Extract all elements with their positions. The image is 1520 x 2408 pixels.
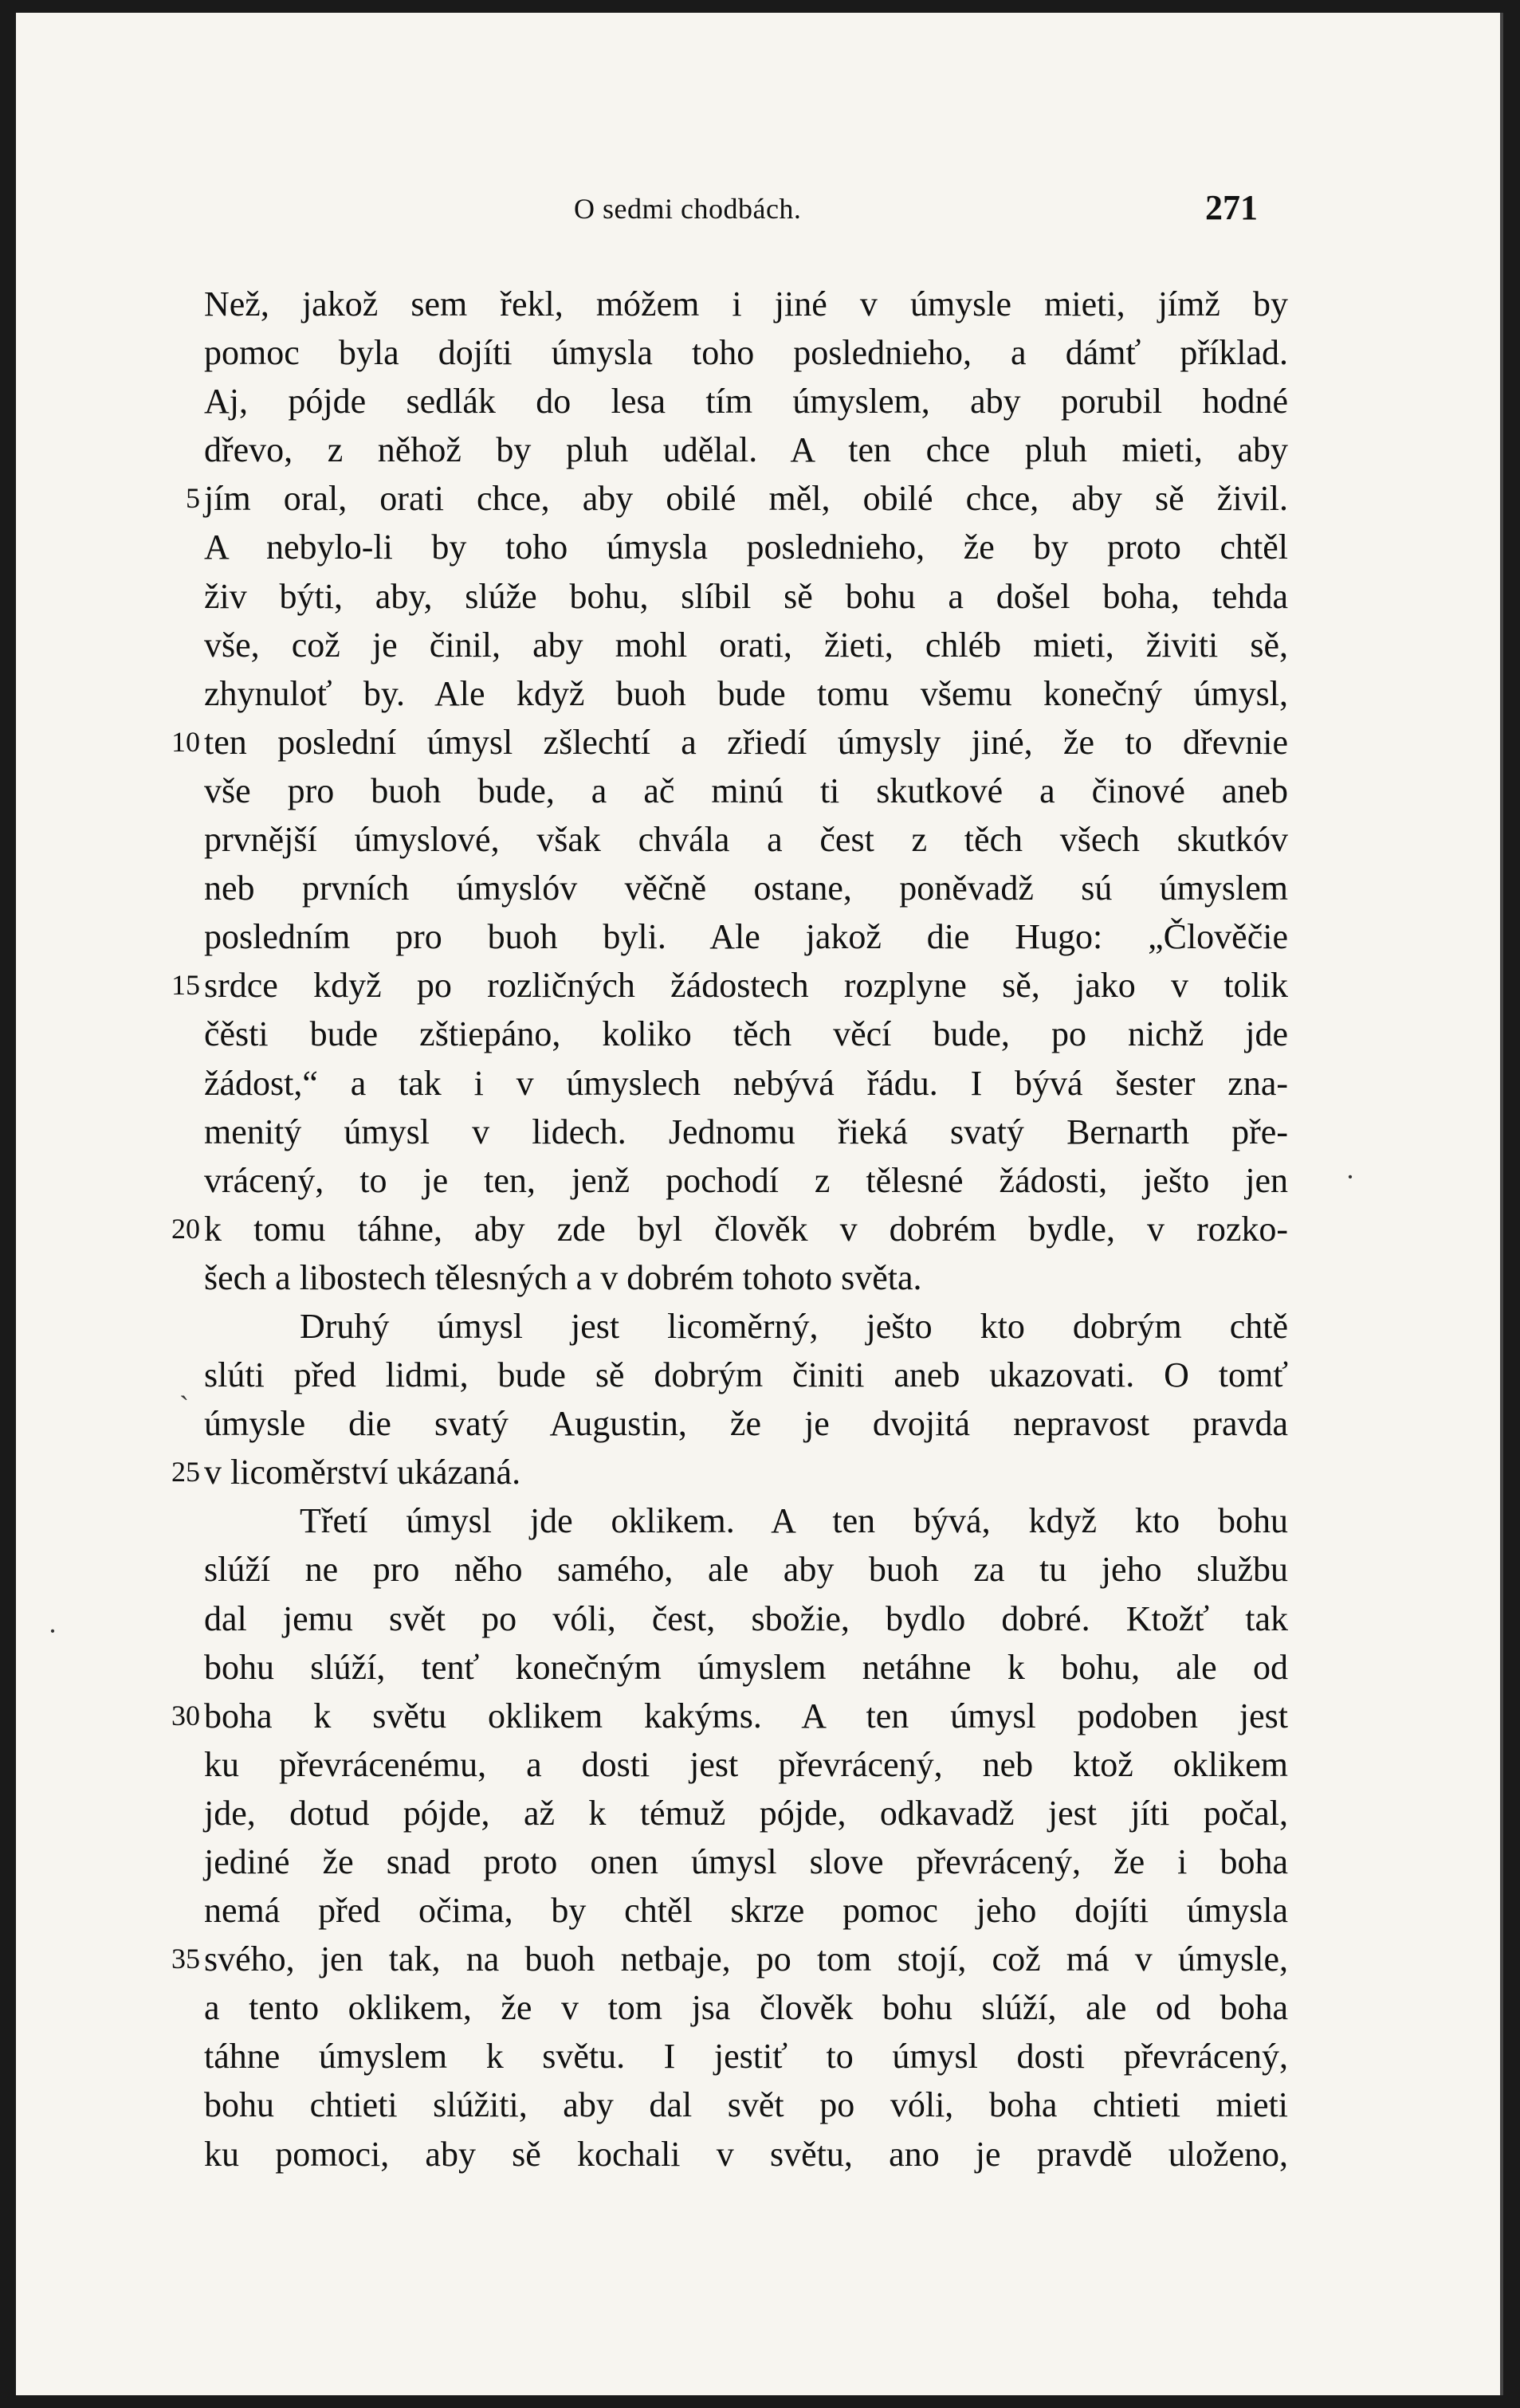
line-text: svého, jen tak, na buoh netbaje, po tom stojí, což má v úmysle, — [204, 1939, 1288, 1979]
text-line — [204, 2081, 1288, 2129]
text-line — [204, 1837, 1288, 1886]
line-text: Třetí úmysl jde oklikem. A ten bývá, když kto bohu — [300, 1501, 1288, 1541]
line-text: Druhý úmysl jest licoměrný, ješto kto dobrým chtě — [300, 1306, 1288, 1346]
line-text: slúti před lidmi, bude sě dobrým činiti aneb ukazovati. O tomť — [204, 1355, 1288, 1395]
text-line — [171, 1692, 1288, 1740]
text-line — [204, 426, 1288, 474]
text-line — [204, 912, 1288, 961]
line-text: vše pro buoh bude, a ač minú ti skutkové a činové aneb — [204, 771, 1288, 810]
text-line — [204, 1351, 1288, 1399]
text-line — [204, 2032, 1288, 2081]
line-number: 20 — [171, 1212, 200, 1245]
line-text: k tomu táhne, aby zde byl člověk v dobrém bydle, v rozko- — [204, 1209, 1288, 1249]
line-text: zhynuloť by. Ale když buoh bude tomu všemu konečný úmysl, — [204, 673, 1288, 713]
line-text: A nebylo-li by toho úmysla poslednieho, že by proto chtěl — [204, 527, 1288, 567]
line-text: vše, což je činil, aby mohl orati, žieti, chléb mieti, živiti sě, — [204, 625, 1288, 665]
page-header — [16, 184, 1500, 240]
line-text: ku převrácenému, a dosti jest převrácený, neb ktož oklikem — [204, 1744, 1288, 1784]
line-number: 15 — [171, 969, 200, 1002]
text-line — [204, 1399, 1288, 1448]
stray-mark: ˏ — [179, 1368, 189, 1400]
line-text: táhne úmyslem k světu. I jestiť to úmysl dosti převrácený, — [204, 2037, 1288, 2077]
text-line — [204, 1108, 1288, 1156]
text-line — [204, 1886, 1288, 1935]
line-text: prvnější úmyslové, však chvála a čest z těch všech skutkóv — [204, 820, 1288, 860]
line-text: Aj, pójde sedlák do lesa tím úmyslem, aby porubil hodné — [204, 382, 1288, 422]
line-text: šech a libostech tělesných a v dobrém tohoto světa. — [204, 1257, 922, 1297]
text-line — [171, 1205, 1288, 1253]
text-line — [204, 1545, 1288, 1594]
line-text: bohu slúží, tenť konečným úmyslem netáhne k bohu, ale od — [204, 1647, 1288, 1687]
text-line — [204, 1010, 1288, 1058]
stray-mark: · — [48, 1615, 57, 1647]
line-text: pomoc byla dojíti úmysla toho poslednieho, a dámť příklad. — [204, 333, 1288, 373]
line-text: úmysle die svatý Augustin, že je dvojitá nepravost pravda — [204, 1404, 1288, 1444]
line-text: dřevo, z něhož by pluh udělal. A ten chce pluh mieti, aby — [204, 430, 1288, 470]
text-line — [186, 474, 1288, 523]
text-line — [204, 377, 1288, 426]
line-number: 30 — [171, 1699, 200, 1731]
line-text: srdce když po rozličných žádostech rozplyne sě, jako v tolik — [204, 966, 1288, 1006]
line-text: boha k světu oklikem kakýms. A ten úmysl podoben jest — [204, 1696, 1288, 1735]
line-text: jím oral, orati chce, aby obilé měl, obilé chce, aby sě živil. — [204, 479, 1288, 519]
text-line — [204, 864, 1288, 912]
text-line — [204, 1496, 1288, 1545]
line-text: Než, jakož sem řekl, móžem i jiné v úmysle mieti, jímž by — [204, 284, 1288, 324]
text-line — [204, 621, 1288, 669]
line-text: neb prvních úmyslóv věčně ostane, poněvadž sú úmyslem — [204, 869, 1288, 908]
line-text: posledním pro buoh byli. Ale jakož die Hugo: „Člověčie — [204, 917, 1288, 957]
text-line — [204, 572, 1288, 621]
line-text: vrácený, to je ten, jenž pochodí z tělesné žádosti, ješto jen — [204, 1160, 1288, 1200]
line-text: a tento oklikem, že v tom jsa člověk bohu slúží, ale od boha — [204, 1988, 1288, 2028]
text-line — [204, 1156, 1288, 1205]
text-line — [204, 1983, 1288, 2032]
text-line — [204, 1253, 1288, 1302]
line-text: bohu chtieti slúžiti, aby dal svět po vóli, boha chtieti mieti — [204, 2085, 1288, 2125]
line-text: čěsti bude zštiepáno, koliko těch věcí bude, po nichž jde — [204, 1014, 1288, 1054]
text-line — [204, 1740, 1288, 1789]
line-text: v licoměrství ukázaná. — [204, 1453, 521, 1492]
line-text: menitý úmysl v lidech. Jednomu řieká svatý Bernarth pře- — [204, 1112, 1288, 1151]
text-line — [204, 2130, 1288, 2179]
line-number: 35 — [171, 1943, 200, 1975]
stray-mark: · — [1345, 1161, 1355, 1193]
text-line — [204, 669, 1288, 718]
text-line — [204, 815, 1288, 864]
line-text: živ býti, aby, slúže bohu, slíbil sě bohu a došel boha, tehda — [204, 576, 1288, 616]
text-line — [204, 328, 1288, 377]
text-line — [204, 1059, 1288, 1108]
line-text: jde, dotud pójde, až k témuž pójde, odkavadž jest jíti počal, — [204, 1793, 1288, 1833]
text-line — [171, 1448, 1288, 1496]
text-line — [204, 1789, 1288, 1837]
text-line — [204, 280, 1288, 328]
line-text: ten poslední úmysl zšlechtí a zřiedí úmysly jiné, že to dřevnie — [204, 722, 1288, 762]
page-number: 271 — [1205, 188, 1258, 227]
text-line — [171, 961, 1288, 1010]
line-text: dal jemu svět po vóli, čest, sbožie, bydlo dobré. Ktožť tak — [204, 1598, 1288, 1638]
line-number: 25 — [171, 1456, 200, 1488]
line-text: jediné že snad proto onen úmysl slove převrácený, že i boha — [204, 1842, 1288, 1881]
book-page — [16, 13, 1503, 2395]
line-text: ku pomoci, aby sě kochali v světu, ano je pravdě uloženo, — [204, 2134, 1288, 2174]
text-line — [204, 1594, 1288, 1643]
text-line — [171, 1935, 1288, 1983]
running-title: O sedmi chodbách. — [574, 193, 802, 225]
text-line — [204, 767, 1288, 815]
line-number: 10 — [171, 725, 200, 758]
line-text: nemá před očima, by chtěl skrze pomoc jeho dojíti úmysla — [204, 1891, 1288, 1931]
body-text — [171, 280, 1288, 2179]
text-line — [204, 523, 1288, 571]
line-number: 5 — [186, 482, 200, 515]
text-line — [204, 1643, 1288, 1692]
line-text: žádost,“ a tak i v úmyslech nebývá řádu. I bývá šester zna- — [204, 1063, 1288, 1103]
text-line — [204, 1302, 1288, 1351]
text-line — [171, 718, 1288, 767]
line-text: slúží ne pro něho samého, ale aby buoh za tu jeho službu — [204, 1550, 1288, 1590]
